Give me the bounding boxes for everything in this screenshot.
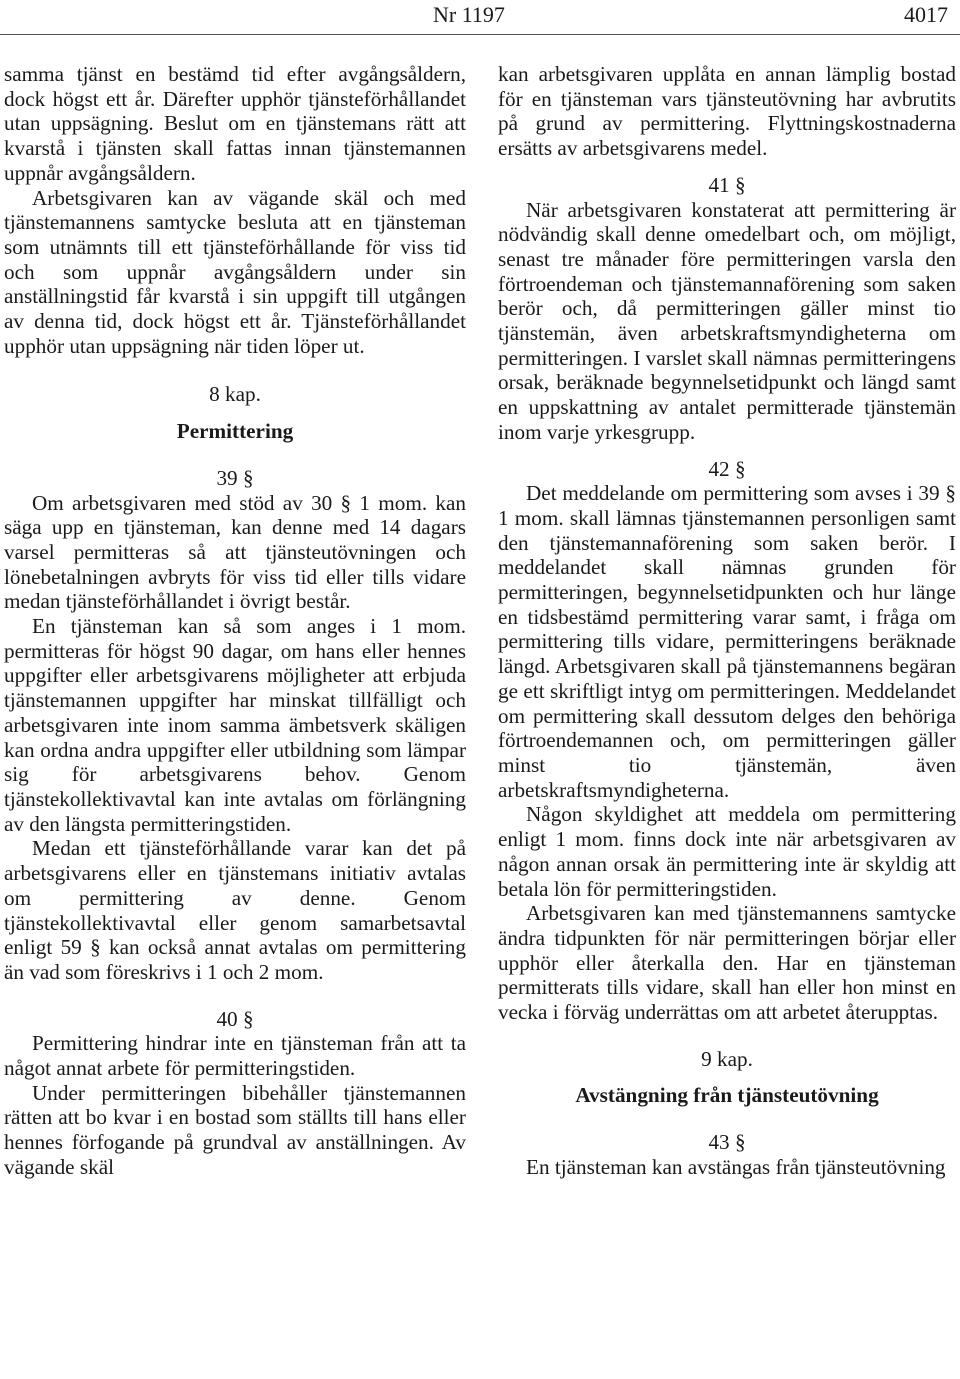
paragraph: Arbetsgivaren kan av vägande skäl och med tjänstemannens samtycke besluta att en tjänsteman som utnämnts till ett tjänsteförhållande för viss tid och som uppnår avgångsåldern under sin anställningstid får kvarstå i sin uppgift till utgången av denna tid, dock högst ett år. Tjänsteförhållandet upphör utan uppsägning när tiden löper ut. xyxy=(4,185,466,358)
paragraph: Permittering hindrar inte en tjänsteman från att ta något annat arbete för permitteringstiden. xyxy=(4,1031,466,1081)
paragraph: Under permitteringen bibehåller tjänstemannen rätten att bo kvar i en bostad som ställts till hans eller hennes förfogande på grundval av anställningen. Av vägande skäl xyxy=(4,1080,466,1179)
section-number: 39 § xyxy=(216,465,254,490)
paragraph: När arbetsgivaren konstaterat att permittering är nödvändig skall denne omedelbart och, om möjligt, senast tre månader före permitteringen varsla den förtroendeman och tjänstemannaförening som saken berör och, då permitteringen gäller minst tio tjänstemän, även arbetskraftsmyndigheterna om permitteringen. I varslet skall nämnas permitteringens orsak, beräknade begynnelsetidpunkt och längd samt en uppskattning av antalet permitterade tjänstemän inom varje yrkesgrupp. xyxy=(498,197,956,444)
chapter-title: Avstängning från tjänsteutövning xyxy=(575,1083,879,1108)
paragraph: samma tjänst en bestämd tid efter avgångsåldern, dock högst ett år. Därefter upphör tjänsteförhållandet utan uppsägning. Beslut om en tjänstemans rätt att kvarstå i tjänsten skall fattas innan tjänstemannen uppnår avgångsåldern. xyxy=(4,62,466,185)
document-number: Nr 1197 xyxy=(433,2,505,27)
page-header xyxy=(0,0,960,30)
paragraph: kan arbetsgivaren upplåta en annan lämplig bostad för en tjänsteman vars tjänsteutövning har avbrutits på grund av permittering. Flyttningskostnaderna ersätts av arbetsgivarens medel. xyxy=(498,62,956,161)
header-rule xyxy=(0,34,960,35)
section-number: 40 § xyxy=(216,1006,254,1031)
chapter-title: Permittering xyxy=(176,419,294,444)
section-number: 43 § xyxy=(708,1130,746,1155)
left-column xyxy=(4,62,466,1180)
paragraph: Om arbetsgivaren med stöd av 30 § 1 mom. kan säga upp en tjänsteman, kan denne med 14 dagars varsel permitteras så att tjänsteutövningen och lönebetalningen avbryts för viss tid eller tills vidare medan tjänsteförhållandet i övrigt består. xyxy=(4,490,466,614)
paragraph: Det meddelande om permittering som avses i 39 § 1 mom. skall lämnas tjänstemannen personligen samt den tjänstemannaförening som saken berör. I meddelandet skall nämnas grunden för permitteringen, begynnelsetidpunkten och hur länge en tidsbestämd permittering varar samt, i fråga om permittering tills vidare, permitteringens beräknade längd. Arbetsgivaren skall på tjänstemannens begäran ge ett skriftligt intyg om permitteringen. Meddelandet om permittering skall dessutom delges den behöriga förtroendemannen och, om permitteringen gäller minst tio tjänstemän, även arbetskraftsmyndigheterna. xyxy=(498,481,956,802)
page-number: 4017 xyxy=(904,2,948,27)
paragraph: En tjänsteman kan avstängas från tjänsteutövning xyxy=(526,1154,946,1179)
section-number: 42 § xyxy=(708,456,746,481)
chapter-number: 8 kap. xyxy=(209,382,261,407)
paragraph: Medan ett tjänsteförhållande varar kan det på arbetsgivarens eller en tjänstemans initiativ avtalas om permittering av denne. Genom tjänstekollektivavtal eller genom samarbetsavtal enligt 59 § kan också annat avtalas om permittering än vad som föreskrivs i 1 och 2 mom. xyxy=(4,836,466,984)
paragraph: Arbetsgivaren kan med tjänstemannens samtycke ändra tidpunkten för när permitteringen börjar eller upphör eller återkalla den. Har en tjänsteman permitterats tills vidare, skall han eller hon minst en vecka i förväg underrättas om att arbetet återupptas. xyxy=(498,901,956,1025)
paragraph: En tjänsteman kan så som anges i 1 mom. permitteras för högst 90 dagar, om hans eller hennes uppgifter eller arbetsgivarens möjligheter att erbjuda tjänstemannen uppgifter har minskat tillfälligt och arbetsgivaren inte inom samma ämbetsverk skäligen kan ordna andra uppgifter eller utbildning som lämpar sig för arbetsgivarens behov. Genom tjänstekollektivavtal kan inte avtalas om förlängning av den längsta permitteringstiden. xyxy=(4,614,466,836)
section-number: 41 § xyxy=(708,172,746,197)
right-column xyxy=(498,62,956,1180)
paragraph: Någon skyldighet att meddela om permittering enligt 1 mom. finns dock inte när arbetsgivaren av någon annan orsak än permittering inte är skyldig att betala lön för permitteringstiden. xyxy=(498,802,956,901)
chapter-number: 9 kap. xyxy=(701,1046,753,1071)
